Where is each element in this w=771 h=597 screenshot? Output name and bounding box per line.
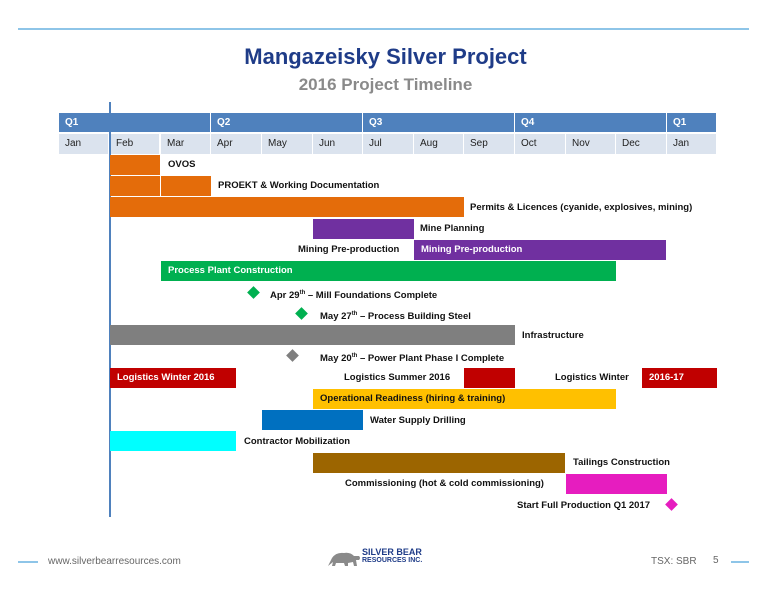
milestone-diamond: [665, 498, 678, 511]
bar-preproduction: [414, 240, 666, 260]
milestone-diamond: [286, 349, 299, 362]
month-header: Jun: [313, 134, 363, 154]
label-commissioning: Commissioning (hot & cold commissioning): [345, 478, 544, 489]
month-header: Jul: [363, 134, 414, 154]
logo-subname: RESOURCES INC.: [362, 557, 423, 564]
quarter-header: Q1: [667, 113, 717, 132]
label-start-production: Start Full Production Q1 2017: [517, 500, 651, 511]
month-header: Dec: [616, 134, 667, 154]
month-header: Nov: [566, 134, 616, 154]
bar-logistics-winter-2016: [110, 368, 236, 388]
label-infrastructure: Infrastructure: [522, 330, 584, 341]
page-subtitle: 2016 Project Timeline: [298, 75, 473, 94]
label-mill-foundations: Apr 29th – Mill Foundations Complete: [270, 290, 438, 302]
bar-ovos: [110, 155, 160, 175]
label-power-plant: May 20th – Power Plant Phase I Complete: [320, 353, 505, 365]
bar-operational-readiness: [313, 389, 616, 409]
footer-ticker: TSX: SBR: [651, 556, 697, 567]
label-logistics-winter-2016: Logistics Winter 2016: [117, 372, 215, 383]
month-header: Aug: [414, 134, 464, 154]
label-logistics-1617: 2016-17: [649, 372, 684, 383]
month-header: Feb: [110, 134, 160, 154]
bar-permits: [110, 197, 464, 217]
month-header: Jan: [59, 134, 109, 154]
bar-water-supply: [262, 410, 363, 430]
label-contractor: Contractor Mobilization: [244, 436, 351, 447]
label-tailings: Tailings Construction: [573, 457, 670, 468]
bar-process-plant: [161, 261, 616, 281]
label-ovos: OVOS: [168, 159, 196, 170]
label-preproduction-inbar: Mining Pre-production: [421, 244, 523, 255]
milestone-diamond: [247, 286, 260, 299]
month-header: Sep: [464, 134, 515, 154]
label-process-building-steel: May 27th – Process Building Steel: [320, 311, 471, 323]
label-logistics-summer: Logistics Summer 2016: [344, 372, 451, 383]
quarter-header: Q4: [515, 113, 667, 132]
bar-logistics-winter-1617: [642, 368, 717, 388]
page-title: Mangazeisky Silver Project: [244, 44, 527, 69]
label-operational-readiness: Operational Readiness (hiring & training): [320, 393, 506, 404]
bar-commissioning: [566, 474, 667, 494]
logo-name: SILVER BEAR: [362, 547, 422, 557]
label-water-supply: Water Supply Drilling: [370, 415, 466, 426]
bar-segment: [160, 176, 211, 196]
page-number: 5: [713, 555, 719, 566]
quarter-header: Q1: [59, 113, 211, 132]
month-header: Mar: [161, 134, 211, 154]
month-header: Apr: [211, 134, 262, 154]
milestone-diamond: [295, 307, 308, 320]
month-header: Oct: [515, 134, 566, 154]
bar-tailings: [313, 453, 565, 473]
footer-website[interactable]: www.silverbearresources.com: [48, 556, 181, 567]
quarter-header: Q3: [363, 113, 515, 132]
quarter-header: Q2: [211, 113, 363, 132]
month-header: Jan: [667, 134, 717, 154]
bar-mine-planning: [313, 219, 414, 239]
label-proekt: PROEKT & Working Documentation: [218, 180, 380, 191]
label-preproduction: Mining Pre-production: [298, 244, 400, 255]
bar-proekt: [110, 176, 211, 196]
label-logistics-winter: Logistics Winter: [555, 372, 629, 383]
bar-infrastructure: [110, 325, 515, 345]
footer-divider: [18, 561, 38, 563]
label-permits: Permits & Licences (cyanide, explosives, mining): [470, 202, 693, 213]
bar-logistics-summer: [464, 368, 515, 388]
top-divider: [18, 28, 749, 30]
label-mine-planning: Mine Planning: [420, 223, 485, 234]
label-process-plant: Process Plant Construction: [168, 265, 293, 276]
month-header: May: [262, 134, 313, 154]
footer-divider: [731, 561, 749, 563]
bar-contractor: [110, 431, 236, 451]
